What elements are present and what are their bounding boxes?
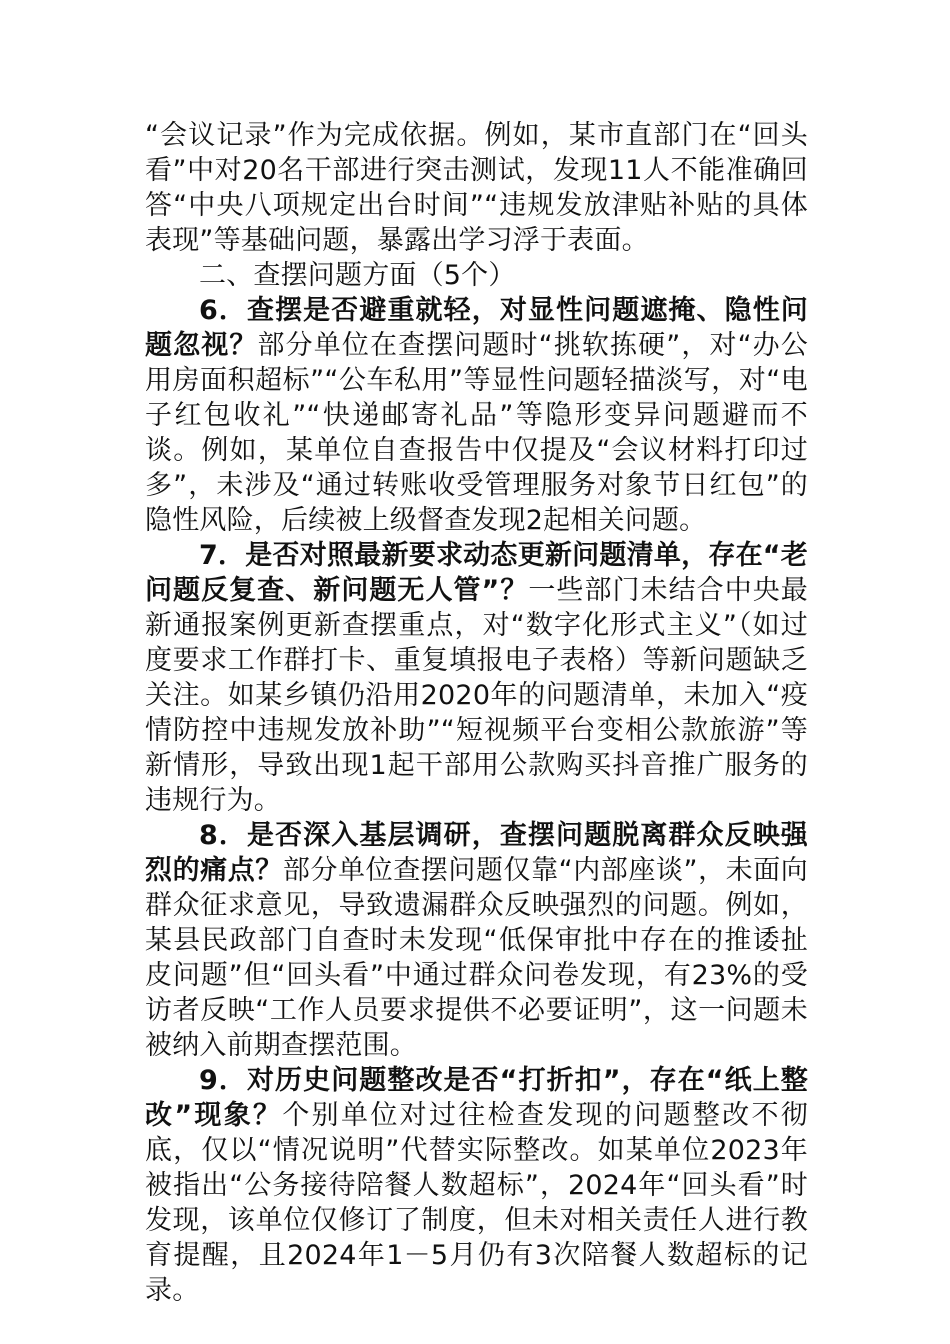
question-paragraph-8 — [145, 818, 808, 1063]
question-heading-8: 8．是否深入基层调研，查摆问题脱离群众反映强烈的痛点？ — [145, 820, 808, 886]
question-heading-7: 7．是否对照最新要求动态更新问题清单，存在“老问题反复查、新问题无人管”？ — [145, 540, 808, 606]
question-body-6: 部分单位在查摆问题时“挑软拣硬”，对“办公用房面积超标”“公车私用”等显性问题轻描淡写，对“电子红包收礼”“快递邮寄礼品”等隐形变异问题避而不谈。例如，某单位自查报告中仅提及“会议材料打印过多”，未涉及“通过转账收受管理服务对象节日红包”的隐性风险，后续被上级督查发现2起相关问题。 — [145, 330, 808, 536]
question-paragraph-6 — [145, 293, 808, 538]
question-body-9: 个别单位对过往检查发现的问题整改不彻底，仅以“情况说明”代替实际整改。如某单位2023年被指出“公务接待陪餐人数超标”，2024年“回头看”时发现，该单位仅修订了制度，但未对相关责任人进行教育提醒，且2024年1－5月仍有3次陪餐人数超标的记录。 — [145, 1100, 808, 1306]
paragraph-continuation — [145, 118, 808, 258]
section-heading — [145, 258, 808, 293]
question-paragraph-7 — [145, 538, 808, 818]
paragraph-text: “会议记录”作为完成依据。例如，某市直部门在“回头看”中对20名干部进行突击测试，发现11人不能准确回答“中央八项规定出台时间”“违规发放津贴补贴的具体表现”等基础问题，暴露出学习浮于表面。 — [145, 120, 808, 256]
document-page — [145, 118, 808, 1308]
question-body-8: 部分单位查摆问题仅靠“内部座谈”，未面向群众征求意见，导致遗漏群众反映强烈的问题。例如，某县民政部门自查时未发现“低保审批中存在的推诿扯皮问题”但“回头看”中通过群众问卷发现，有23%的受访者反映“工作人员要求提供不必要证明”，这一问题未被纳入前期查摆范围。 — [145, 855, 809, 1061]
question-body-7: 一些部门未结合中央最新通报案例更新查摆重点，对“数字化形式主义”（如过度要求工作群打卡、重复填报电子表格）等新问题缺乏关注。如某乡镇仍沿用2020年的问题清单，未加入“疫情防控中违规发放补助”“短视频平台变相公款旅游”等新情形，导致出现1起干部用公款购买抖音推广服务的违规行为。 — [145, 575, 809, 816]
question-heading-9: 9．对历史问题整改是否“打折扣”，存在“纸上整改”现象？ — [145, 1065, 808, 1131]
section-heading-text: 二、查摆问题方面（5个） — [199, 260, 516, 291]
question-paragraph-9 — [145, 1063, 808, 1308]
question-heading-6: 6．查摆是否避重就轻，对显性问题遮掩、隐性问题忽视？ — [145, 295, 808, 361]
